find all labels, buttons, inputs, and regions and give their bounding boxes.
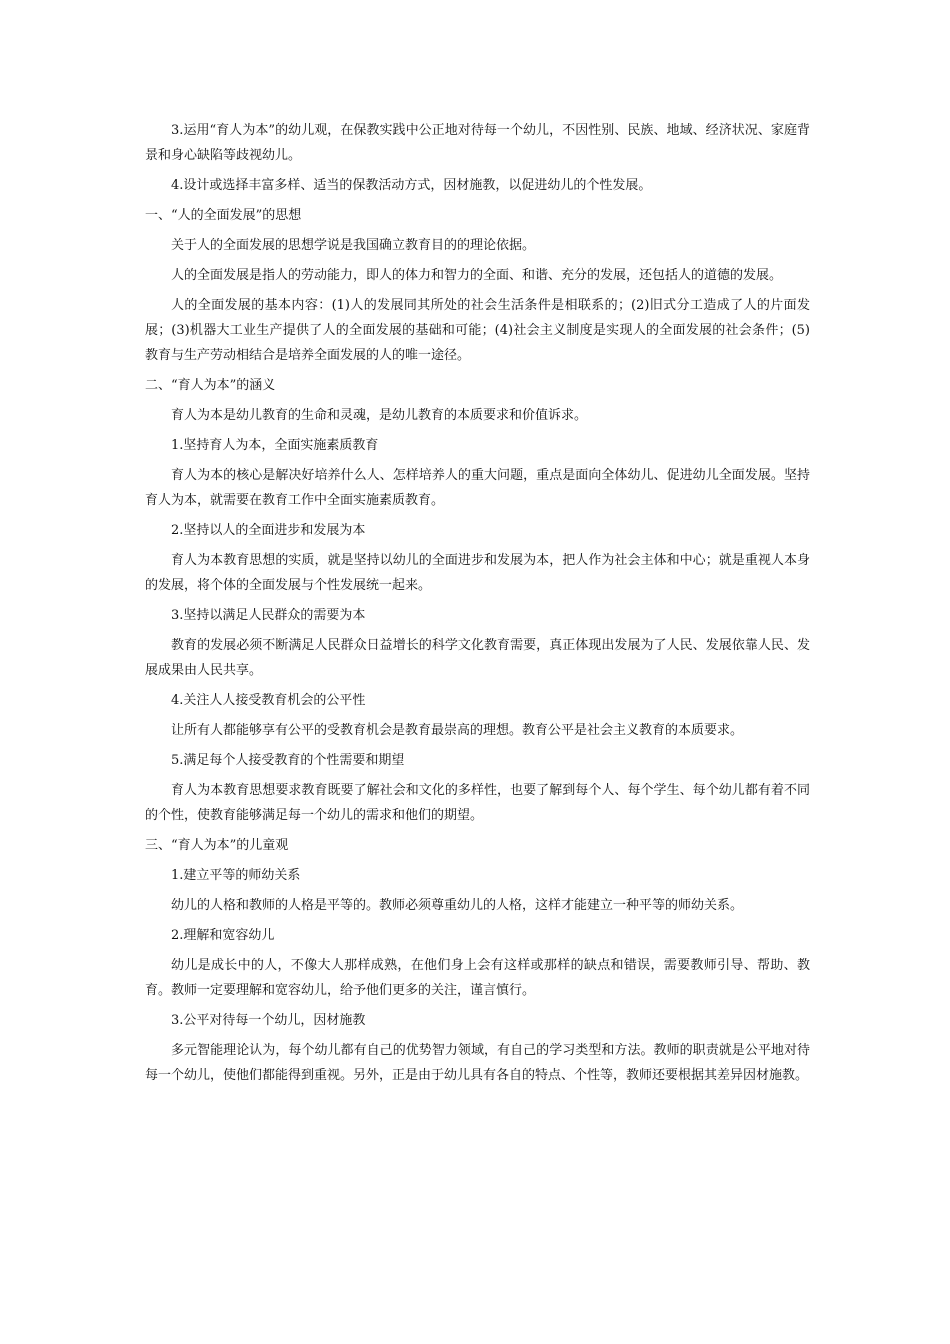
paragraph: 3.运用“育人为本”的幼儿观，在保教实践中公正地对待每一个幼儿，不因性别、民族、地域、经济状况、家庭背景和身心缺陷等歧视幼儿。 bbox=[145, 123, 810, 163]
paragraph: 育人为本的核心是解决好培养什么人、怎样培养人的重大问题，重点是面向全体幼儿、促进幼儿全面发展。坚持育人为本，就需要在教育工作中全面实施素质教育。 bbox=[145, 468, 810, 508]
subheading: 2.坚持以人的全面进步和发展为本 bbox=[171, 523, 366, 538]
subheading: 5.满足每个人接受教育的个性需要和期望 bbox=[171, 753, 405, 768]
document-body bbox=[145, 118, 810, 1093]
paragraph: 幼儿的人格和教师的人格是平等的。教师必须尊重幼儿的人格，这样才能建立一种平等的师幼关系。 bbox=[171, 898, 744, 913]
paragraph: 多元智能理论认为，每个幼儿都有自己的优势智力领域，有自己的学习类型和方法。教师的职责就是公平地对待每一个幼儿，使他们都能得到重视。另外，正是由于幼儿具有各自的特点、个性等，教师还要根据其差异因材施教。 bbox=[145, 1043, 810, 1083]
paragraph: 让所有人都能够享有公平的受教育机会是教育最崇高的理想。教育公平是社会主义教育的本质要求。 bbox=[171, 723, 744, 738]
subheading: 3.坚持以满足人民群众的需要为本 bbox=[171, 608, 366, 623]
paragraph: 人的全面发展的基本内容：(1)人的发展同其所处的社会生活条件是相联系的；(2)旧式分工造成了人的片面发展；(3)机器大工业生产提供了人的全面发展的基础和可能；(4)社会主义制度是实现人的全面发展的社会条件；(5)教育与生产劳动相结合是培养全面发展的人的唯一途径。 bbox=[145, 298, 810, 363]
paragraph: 育人为本是幼儿教育的生命和灵魂，是幼儿教育的本质要求和价值诉求。 bbox=[171, 408, 588, 423]
subheading: 3.公平对待每一个幼儿，因材施教 bbox=[171, 1013, 366, 1028]
paragraph: 人的全面发展是指人的劳动能力，即人的体力和智力的全面、和谐、充分的发展，还包括人的道德的发展。 bbox=[171, 268, 783, 283]
section-heading: 二、“育人为本”的涵义 bbox=[145, 378, 276, 393]
paragraph: 关于人的全面发展的思想学说是我国确立教育目的的理论依据。 bbox=[171, 238, 536, 253]
paragraph: 育人为本教育思想要求教育既要了解社会和文化的多样性，也要了解到每个人、每个学生、每个幼儿都有着不同的个性，使教育能够满足每一个幼儿的需求和他们的期望。 bbox=[145, 783, 810, 823]
section-heading: 三、“育人为本”的儿童观 bbox=[145, 838, 289, 853]
subheading: 1.建立平等的师幼关系 bbox=[171, 868, 301, 883]
subheading: 2.理解和宽容幼儿 bbox=[171, 928, 275, 943]
section-heading: 一、“人的全面发展”的思想 bbox=[145, 208, 302, 223]
paragraph: 4.设计或选择丰富多样、适当的保教活动方式，因材施教，以促进幼儿的个性发展。 bbox=[171, 178, 652, 193]
paragraph: 教育的发展必须不断满足人民群众日益增长的科学文化教育需要，真正体现出发展为了人民、发展依靠人民、发展成果由人民共享。 bbox=[145, 638, 810, 678]
subheading: 1.坚持育人为本，全面实施素质教育 bbox=[171, 438, 379, 453]
paragraph: 育人为本教育思想的实质，就是坚持以幼儿的全面进步和发展为本，把人作为社会主体和中心；就是重视人本身的发展，将个体的全面发展与个性发展统一起来。 bbox=[145, 553, 810, 593]
paragraph: 幼儿是成长中的人，不像大人那样成熟，在他们身上会有这样或那样的缺点和错误，需要教师引导、帮助、教育。教师一定要理解和宽容幼儿，给予他们更多的关注，谨言慎行。 bbox=[145, 958, 810, 998]
subheading: 4.关注人人接受教育机会的公平性 bbox=[171, 693, 366, 708]
